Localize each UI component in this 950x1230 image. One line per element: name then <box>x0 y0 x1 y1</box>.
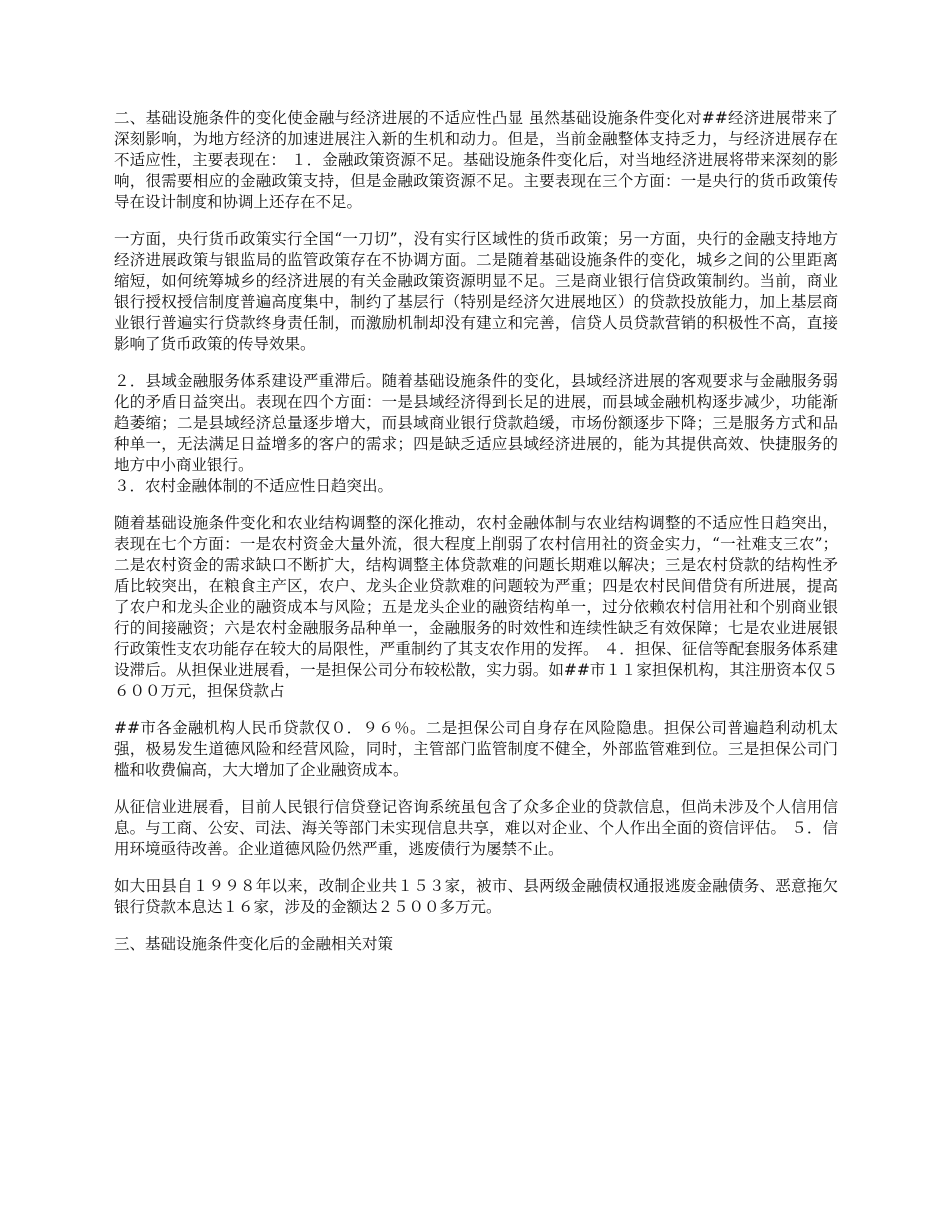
section-three-heading: 三、基础设施条件变化后的金融相关对策 <box>114 935 394 953</box>
paragraph-section-two-intro: 二、基础设施条件的变化使金融与经济进展的不适应性凸显 虽然基础设施条件变化对##经济进展带来了深刻影响，为地方经济的加速进展注入新的生机和动力。但是，当前金融整体支持乏力，与经济进展存在不适应性，主要表现在： １．金融政策资源不足。基础设施条件变化后，对当地经济进展将带来深刻的影响，很需要相应的金融政策支持，但是金融政策资源不足。主要表现在三个方面：一是央行的货币政策传导在设计制度和协调上还存在不足。 <box>114 109 838 211</box>
paragraph-county-finance: ２．县域金融服务体系建设严重滞后。随着基础设施条件的变化，县域经济进展的客观要求与金融服务弱化的矛盾日益突出。表现在四个方面：一是县域经济得到长足的进展，而县域金融机构逐步减少，功能渐趋萎缩；二是县域经济总量逐步增大，而县域商业银行贷款趋缓，市场份额逐步下降；三是服务方式和品种单一，无法满足日益增多的客户的需求；四是缺乏适应县域经济进展的，能为其提供高效、快捷服务的地方中小商业银行。 <box>114 372 838 474</box>
document-body <box>114 108 838 955</box>
paragraph-datian-example: 如大田县自１９９８年以来，改制企业共１５３家，被市、县两级金融债权通报逃废金融债务、恶意拖欠银行贷款本息达１６家，涉及的金额达２５００多万元。 <box>114 877 838 916</box>
paragraph-policy-issues: 一方面，央行货币政策实行全国“一刀切”，没有实行区域性的货币政策；另一方面，央行的金融支持地方经济进展政策与银监局的监管政策存在不协调方面。二是随着基础设施条件的变化，城乡之间的公里距离缩短，如何统筹城乡的经济进展的有关金融政策资源明显不足。三是商业银行信贷政策制约。当前，商业银行授权授信制度普遍高度集中，制约了基层行（特别是经济欠进展地区）的贷款投放能力，加上基层商业银行普遍实行贷款终身责任制，而激励机制却没有建立和完善，信贷人员贷款营销的积极性不高，直接影响了货币政策的传导效果。 <box>114 230 838 353</box>
paragraph-guarantee: ##市各金融机构人民币贷款仅０．９６％。二是担保公司自身存在风险隐患。担保公司普遍趋利动机太强，极易发生道德风险和经营风险，同时，主管部门监管制度不健全，外部监管难到位。三是担保公司门槛和收费偏高，大大增加了企业融资成本。 <box>114 719 838 779</box>
paragraph-rural-finance: 随着基础设施条件变化和农业结构调整的深化推动，农村金融体制与农业结构调整的不适应性日趋突出，表现在七个方面：一是农村资金大量外流，很大程度上削弱了农村信用社的资金实力，“一社难支三农”；二是农村资金的需求缺口不断扩大，结构调整主体贷款难的问题长期难以解决；三是农村贷款的结构性矛盾比较突出，在粮食主产区，农户、龙头企业贷款难的问题较为严重；四是农村民间借贷有所进展，提高了农户和龙头企业的融资成本与风险；五是龙头企业的融资结构单一，过分依赖农村信用社和个别商业银行的间接融资；六是农村金融服务品种单一，金融服务的时效性和连续性缺乏有效保障；七是农业进展银行政策性支农功能存在较大的局限性，严重制约了其支农作用的发挥。 ４．担保、征信等配套服务体系建设滞后。从担保业进展看，一是担保公司分布较松散，实力弱。如##市１１家担保机构，其注册资本仅５６００万元，担保贷款占 <box>114 514 838 700</box>
paragraph-credit-info: 从征信业进展看，目前人民银行信贷登记咨询系统虽包含了众多企业的贷款信息，但尚未涉及个人信用信息。与工商、公安、司法、海关等部门未实现信息共享，难以对企业、个人作出全面的资信评估。 ５．信用环境亟待改善。企业道德风险仍然严重，逃废债行为屡禁不止。 <box>114 798 838 858</box>
paragraph-rural-finance-heading: ３．农村金融体制的不适应性日趋突出。 <box>114 477 394 495</box>
